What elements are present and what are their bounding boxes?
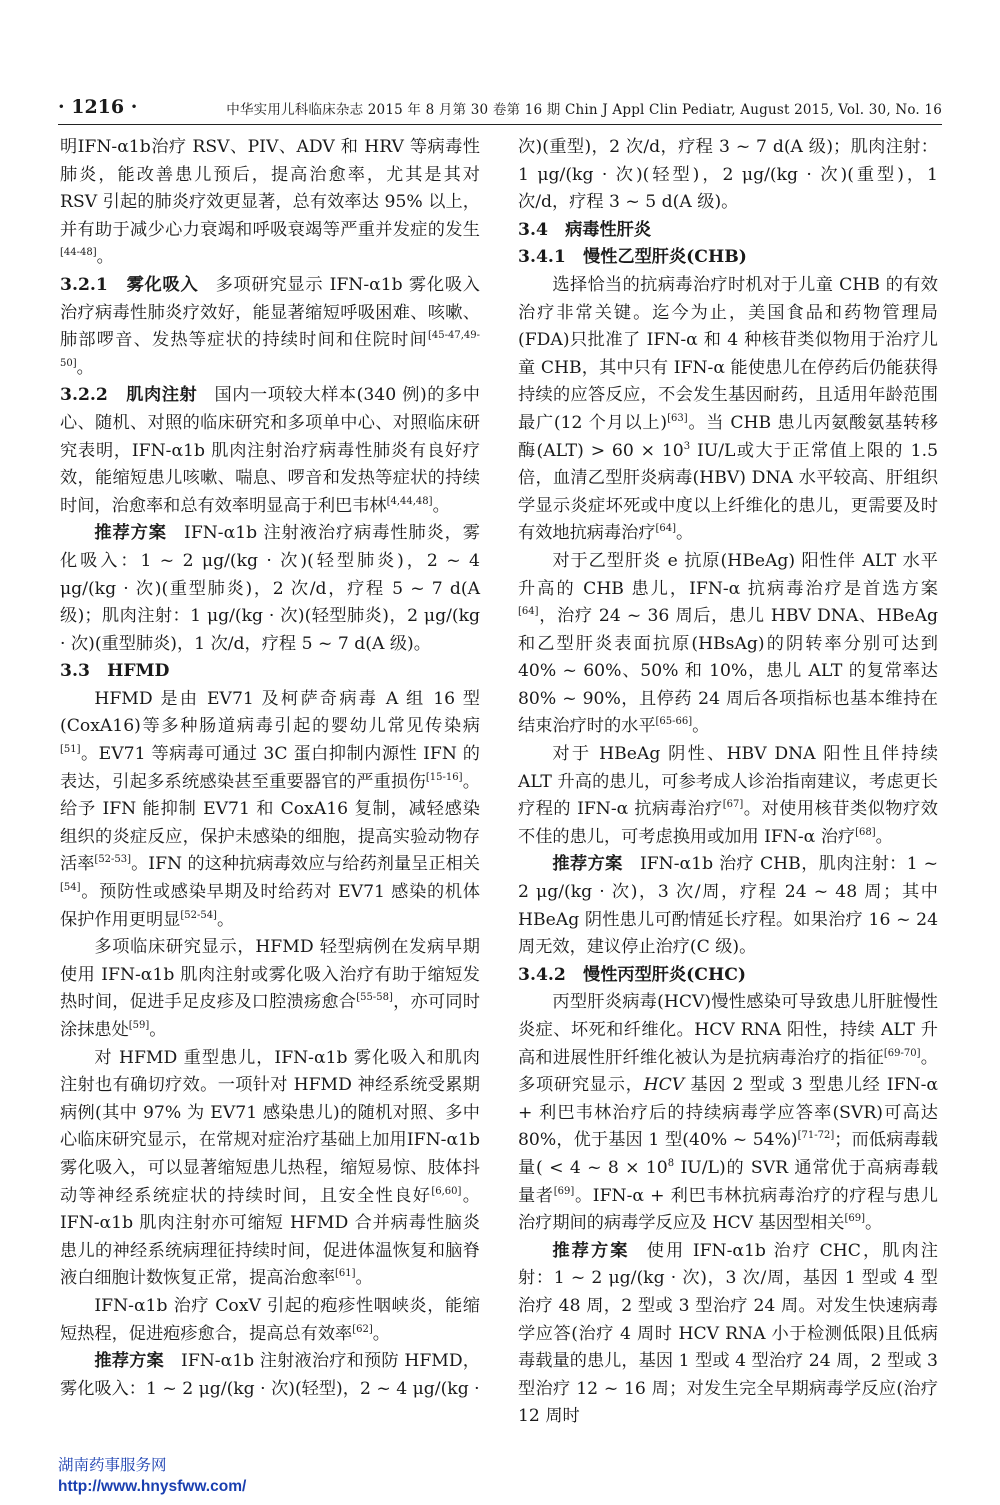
paragraph: 多项临床研究显示，HFMD 轻型病例在发病早期使用 IFN-α1b 肌肉注射或雾化吸入治疗有助于缩短发热时间，促进手足皮疹及口腔溃疡愈合[55-58]，亦可同时涂抹患处[59]。 xyxy=(60,937,480,1040)
section-heading-3-4-2: 3.4.2 慢性丙型肝炎(CHC) xyxy=(518,964,747,985)
recommendation-label: 推荐方案 xyxy=(94,523,167,544)
recommendation-label: 推荐方案 xyxy=(94,1351,164,1372)
citation: [64] xyxy=(518,606,539,618)
citation: [63] xyxy=(667,412,688,424)
paragraph: 次)(重型)，2 次/d，疗程 3 ~ 7 d(A 级)；肌肉注射：1 μg/(kg · 次)(轻型)，2 μg/(kg · 次)(重型)，1 次/d，疗程 3 ~ 5 d(A 级)。 xyxy=(518,137,938,213)
paragraph: 丙型肝炎病毒(HCV)慢性感染可导致患儿肝脏慢性炎症、坏死和纤维化。HCV RNA 阳性，持续 ALT 升高和进展性肝纤维化被认为是抗病毒治疗的指征[69-70]。多项研究显示，HCV 基因 2 型或 3 型患儿经 IFN-α + 利巴韦林治疗后的持续病毒学应答率(SVR)可高达 80%，优于基因 1 型(40% ~ 54%)[71-72]；而低病毒载量( < 4 ~ $8 \times 10^8$ IU/L)的 SVR 通常优于高病毒载量者[69]。IFN-α + 利巴韦林抗病毒治疗的疗程与患儿治疗期间的病毒学反应及 HCV 基因型相关[69]。 xyxy=(518,992,939,1234)
citation: [4,44,48] xyxy=(386,495,433,507)
citation: [71-72] xyxy=(797,1130,835,1142)
section-3-2-1: 3.2.1 雾化吸入 多项研究显示 IFN-α1b 雾化吸入治疗病毒性肺炎疗效好，能显著缩短呼吸困难、咳嗽、肺部啰音、发热等症状的持续时间和住院时间[45-47,49-50]。 xyxy=(60,274,480,378)
citation: [15-16] xyxy=(425,771,463,783)
paragraph: 对 HFMD 重型患儿，IFN-α1b 雾化吸入和肌肉注射也有确切疗效。一项针对 HFMD 神经系统受累期病例(其中 97% 为 EV71 感染患儿)的随机对照、多中心临床研究显示，在常规对症治疗基础上加用IFN-α1b 雾化吸入，可以显著缩短患儿热程，缩短易惊、肢体抖动等神经系统症状的持续时间，且安全性良好[6,60]。IFN-α1b 肌肉注射亦可缩短 HFMD 合并病毒性脑炎患儿的神经系统病理征持续时间，促进体温恢复和脑脊液白细胞计数恢复正常，提高治愈率[61]。 xyxy=(60,1047,480,1289)
paragraph: 选择恰当的抗病毒治疗时机对于儿童 CHB 的有效治疗非常关键。迄今为止，美国食品和药物管理局(FDA)只批准了 IFN-α 和 4 种核苷类似物用于治疗儿童 CHB，其中只有 IFN-α 能使患儿在停药后仍能获得持续的应答反应，不会发生基因耐药，且适用年龄范围最广(12 个月以上)[63]。当 CHB 患儿丙氨酸氨基转移酶$(ALT) > 60 \times 10^3$ IU/L或大于正常值上限的 1.5 倍，血清乙型肝炎病毒(HBV) DNA 水平较高、肝组织学显示炎症坏死或中度以上纤维化的患儿，更需要及时有效地抗病毒治疗[64]。 xyxy=(518,274,938,544)
recommendation-label: 推荐方案 xyxy=(552,854,623,875)
citation: [51] xyxy=(60,744,81,756)
recommendation-chb: 推荐方案 IFN-α1b 治疗 CHB，肌肉注射：1 ~ 2 μg/(kg · 次)，3 次/周，疗程 24 ~ 48 周；其中 HBeAg 阴性患儿可酌情延长疗程。如果治疗 16 ~ 24 周无效，建议停止治疗(C 级)。 xyxy=(518,854,938,958)
watermark-footer xyxy=(58,1455,246,1497)
citation: [67] xyxy=(722,799,744,811)
paragraph: HFMD 是由 EV71 及柯萨奇病毒 A 组 16 型(CoxA16)等多种肠道病毒引起的婴幼儿常见传染病[51]。EV71 等病毒可通过 3C 蛋白抑制内源性 IFN 的表达，引起多系统感染甚至重要器官的严重损伤[15-16]。给予 IFN 能抑制 EV71 和 CoxA16 复制，减轻感染组织的炎症反应，保护未感染的细胞，提高实验动物存活率[52-53]。IFN 的这种抗病毒效应与给药剂量呈正相关[54]。预防性或感染早期及时给药对 EV71 感染的机体保护作用更明显[52-54]。 xyxy=(60,688,480,930)
recommendation-hfmd: 推荐方案 IFN-α1b 注射液治疗和预防 HFMD，雾化吸入：1 ~ 2 μg/(kg · 次)(轻型)，2 ~ 4 μg/(kg · xyxy=(60,1351,480,1399)
citation: [52-54] xyxy=(180,909,217,921)
citation: [69-70] xyxy=(883,1047,921,1059)
section-heading-3-4: 3.4 病毒性肝炎 xyxy=(518,219,652,240)
citation: [64] xyxy=(655,523,677,535)
citation: [44-48] xyxy=(60,247,97,259)
section-heading-3-4-1: 3.4.1 慢性乙型肝炎(CHB) xyxy=(518,247,747,268)
citation: [45-47,49-50] xyxy=(60,330,480,369)
citation: [68] xyxy=(855,826,876,838)
citation: [55-58] xyxy=(356,992,393,1004)
recommendation-pneumonia: 推荐方案 IFN-α1b 注射液治疗病毒性肺炎，雾化吸入：1 ~ 2 μg/(kg · 次)(轻型肺炎)，2 ~ 4 μg/(kg · 次)(重型肺炎)，2 次/d，疗程 5 ~ 7 d(A 级)；肌肉注射：1 μg/(kg · 次)(轻型肺炎)，2 μg/(kg · 次)(重型肺炎)，1 次/d，疗程 5 ~ 7 d(A 级)。 xyxy=(60,523,480,654)
running-header xyxy=(58,96,942,125)
page-number: · 1216 · xyxy=(58,96,138,118)
paragraph: 明IFN-α1b治疗 RSV、PIV、ADV 和 HRV 等病毒性肺炎，能改善患儿预后，提高治愈率，尤其是其对 RSV 引起的肺炎疗效更显著，总有效率达 95% 以上，并有助于减少心力衰竭和呼吸衰竭等严重并发症的发生[44-48]。 xyxy=(60,137,480,268)
citation: [6,60] xyxy=(431,1185,462,1197)
citation: [59] xyxy=(128,1020,150,1031)
paragraph: IFN-α1b 治疗 CoxV 引起的疱疹性咽峡炎，能缩短热程，促进疱疹愈合，提高总有效率[62]。 xyxy=(60,1295,480,1344)
paragraph: 对于 HBeAg 阴性、HBV DNA 阳性且伴持续 ALT 升高的患儿，可参考成人诊治指南建议，考虑更长疗程的 IFN-α 抗病毒治疗[67]。对使用核苷类似物疗效不佳的患儿，可考虑换用或加用 IFN-α 治疗[68]。 xyxy=(518,744,938,847)
exponent: 3 xyxy=(683,440,691,452)
citation: [69] xyxy=(844,1213,866,1225)
recommendation-chc: 推荐方案 使用 IFN-α1b 治疗 CHC，肌肉注射：1 ~ 2 μg/(kg · 次)，3 次/周，基因 1 型或 4 型治疗 48 周，2 型或 3 型治疗 24 周。对发生快速病毒学应答(治疗 4 周时 HCV RNA 小于检测低限)且低病毒载量的患儿，基因 1 型或 4 型治疗 24 周，2 型或 3 型治疗 12 ~ 16 周；对发生完全早期病毒学反应(治疗 12 周时 xyxy=(518,1240,938,1427)
section-heading-3-3: 3.3 HFMD xyxy=(60,661,170,682)
citation: [62] xyxy=(352,1323,373,1335)
citation: [52-53] xyxy=(94,854,132,866)
site-name: 湖南药事服务网 xyxy=(58,1456,167,1474)
section-3-2-2: 3.2.2 肌肉注射 国内一项较大样本(340 例)的多中心、随机、对照的临床研究和多项单中心、对照临床研究表明，IFN-α1b 肌肉注射治疗病毒性肺炎有良好疗效，能缩短患儿咳嗽、喘息、啰音和发热等症状的持续时间，治愈率和总有效率明显高于利巴韦林[4,44,48]。 xyxy=(60,385,480,516)
section-heading: 3.2.1 雾化吸入 xyxy=(60,274,199,295)
left-column xyxy=(60,134,480,1403)
right-column xyxy=(518,134,938,1431)
paragraph: 对于乙型肝炎 e 抗原(HBeAg) 阳性伴 ALT 水平升高的 CHB 患儿，IFN-α 抗病毒治疗是首选方案[64]，治疗 24 ~ 36 周后，患儿 HBV DNA、HBeAg 和乙型肝炎表面抗原(HBsAg)的阴转率分别可达到 40% ~ 60%、50% 和 10%，患儿 ALT 的复常率达 80% ~ 90%，且停药 24 周后各项指标也基本维持在结束治疗时的水平[65-66]。 xyxy=(518,550,938,737)
section-heading: 3.2.2 肌肉注射 xyxy=(60,385,198,406)
citation: [69] xyxy=(553,1185,575,1197)
journal-citation: 中华实用儿科临床杂志 2015 年 8 月第 30 卷第 16 期 Chin J Appl Clin Pediatr, August 2015, Vol. 30, No. 16 xyxy=(226,102,942,118)
citation: [54] xyxy=(60,882,81,894)
citation: [65-66] xyxy=(655,716,693,728)
recommendation-label: 推荐方案 xyxy=(552,1240,630,1261)
exponent: 8 xyxy=(667,1157,675,1169)
site-url[interactable]: http://www.hnysfww.com/ xyxy=(58,1478,247,1495)
citation: [61] xyxy=(335,1268,356,1280)
